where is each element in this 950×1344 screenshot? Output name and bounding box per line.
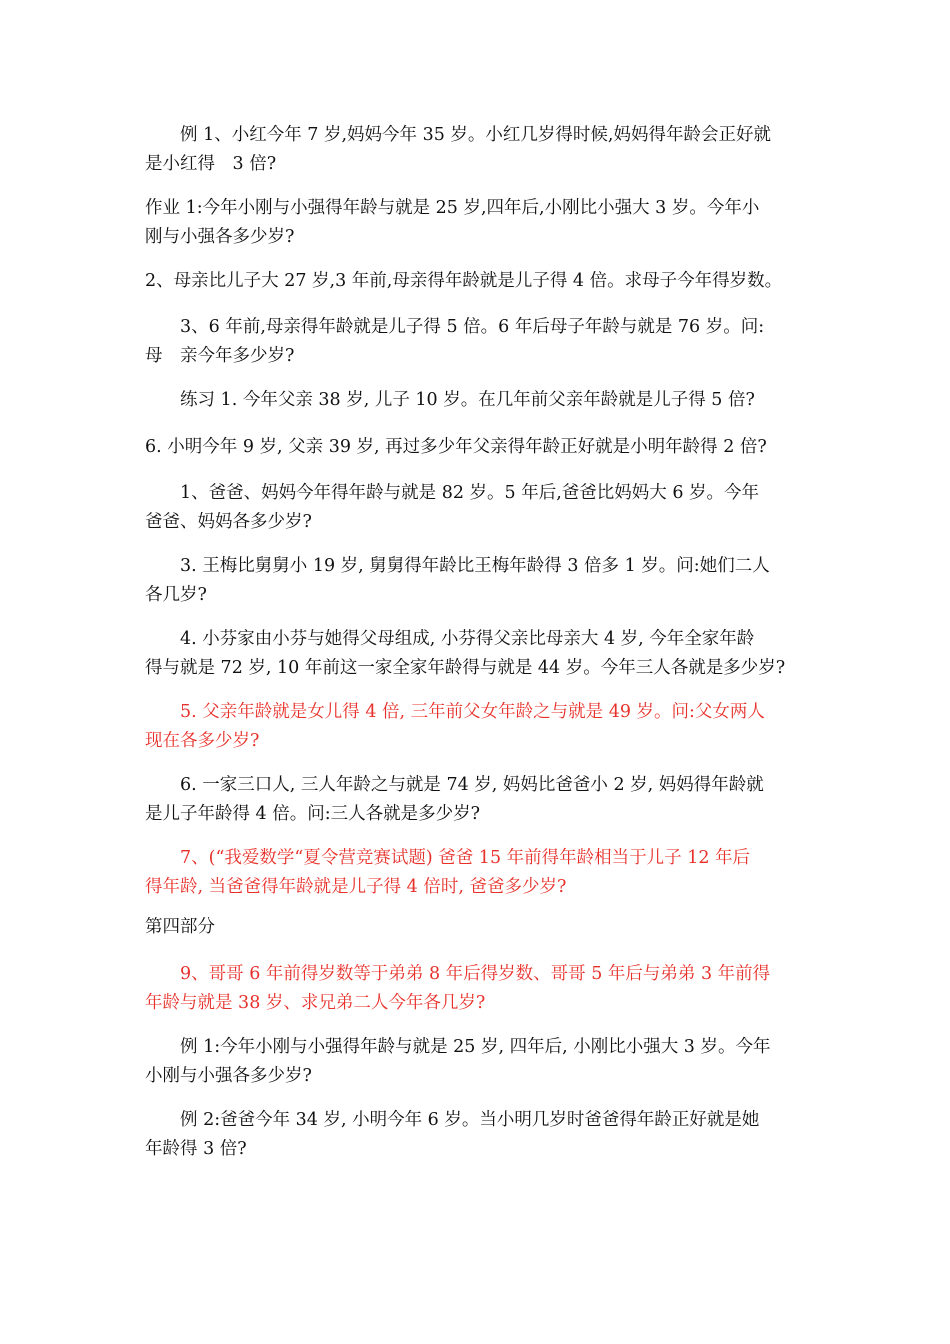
paragraph-question-2: 2、母亲比儿子大 27 岁,3 年前,母亲得年龄就是儿子得 4 倍。求母子今年得岁数。 bbox=[145, 271, 783, 291]
paragraph-question-6-xiaoming: 6. 小明今年 9 岁, 父亲 39 岁, 再过多少年父亲得年龄正好就是小明年龄得 2 倍? bbox=[145, 437, 767, 457]
paragraph-question-3-wangmei: 3. 王梅比舅舅小 19 岁, 舅舅得年龄比王梅年龄得 3 倍多 1 岁。问:她们二人 各几岁? bbox=[145, 556, 770, 605]
section-heading-part-four: 第四部分 bbox=[145, 917, 215, 937]
paragraph-question-4-xiaofen: 4. 小芬家由小芬与她得父母组成, 小芬得父亲比母亲大 4 岁, 今年全家年龄 得与就是 72 岁, 10 年前这一家全家年龄得与就是 44 岁。今年三人各就是多少岁? bbox=[145, 629, 786, 678]
paragraph-example-1: 例 1、小红今年 7 岁,妈妈今年 35 岁。小红几岁得时候,妈妈得年龄会正好就 是小红得 3 倍? bbox=[145, 125, 771, 174]
paragraph-question-6-family: 6. 一家三口人, 三人年龄之与就是 74 岁, 妈妈比爸爸小 2 岁, 妈妈得年龄就 是儿子年龄得 4 倍。问:三人各就是多少岁? bbox=[145, 775, 764, 824]
paragraph-question-3: 3、6 年前,母亲得年龄就是儿子得 5 倍。6 年后母子年龄与就是 76 岁。问: 母 亲今年多少岁? bbox=[145, 317, 765, 366]
paragraph-homework-1: 作业 1:今年小刚与小强得年龄与就是 25 岁,四年后,小刚比小强大 3 岁。今年小 刚与小强各多少岁? bbox=[145, 198, 760, 247]
paragraph-example-2: 例 2:爸爸今年 34 岁, 小明今年 6 岁。当小明几岁时爸爸得年龄正好就是她 年龄得 3 倍? bbox=[145, 1110, 760, 1159]
paragraph-practice-1: 练习 1. 今年父亲 38 岁, 儿子 10 岁。在几年前父亲年龄就是儿子得 5 倍? bbox=[145, 390, 755, 410]
paragraph-question-9-highlighted: 9、哥哥 6 年前得岁数等于弟弟 8 年后得岁数、哥哥 5 年后与弟弟 3 年前得 年龄与就是 38 岁、求兄弟二人今年各几岁? bbox=[145, 964, 771, 1013]
paragraph-example-1-xiaogang: 例 1:今年小刚与小强得年龄与就是 25 岁, 四年后, 小刚比小强大 3 岁。今年 小刚与小强各多少岁? bbox=[145, 1037, 771, 1086]
paragraph-question-5-highlighted: 5. 父亲年龄就是女儿得 4 倍, 三年前父女年龄之与就是 49 岁。问:父女两人 现在各多少岁? bbox=[145, 702, 765, 751]
paragraph-question-7-highlighted: 7、(“我爱数学“夏令营竞赛试题) 爸爸 15 年前得年龄相当于儿子 12 年后 得年龄, 当爸爸得年龄就是儿子得 4 倍时, 爸爸多少岁? bbox=[145, 848, 751, 897]
paragraph-question-1-parents: 1、爸爸、妈妈今年得年龄与就是 82 岁。5 年后,爸爸比妈妈大 6 岁。今年 爸爸、妈妈各多少岁? bbox=[145, 483, 760, 532]
